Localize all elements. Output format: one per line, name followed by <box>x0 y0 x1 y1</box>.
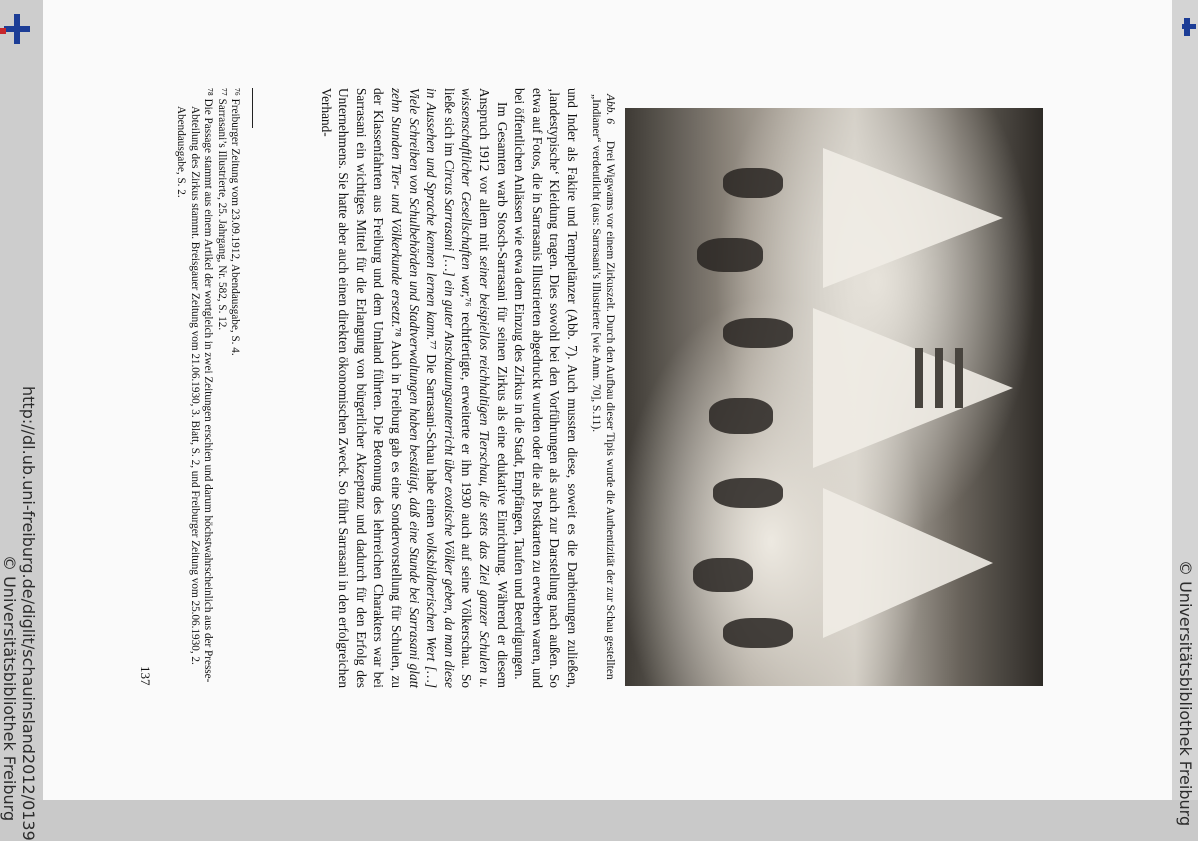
footnotes <box>174 88 241 688</box>
paragraph-2-part-c: ⁷⁷ Die Sarrasani-Schau habe einen <box>424 340 440 533</box>
rotated-page-content <box>138 88 1043 688</box>
historical-photo <box>625 108 1043 686</box>
figure-caption <box>589 94 617 686</box>
footnote-rule <box>252 88 253 128</box>
paragraph-2 <box>317 88 511 688</box>
footnote-76: ⁷⁶ Freiburger Zeitung vom 23.09.1912, Abendausgabe, S. 4. <box>229 88 241 356</box>
side-copyright-left: © Universitätsbibliothek Freiburg <box>0 555 19 822</box>
caption-label: Abb. 6 <box>604 94 616 125</box>
paragraph-2-part-b: ⁷⁶ rechtfertigte, erweiterte er ihn 1930 auch auf seine Völkerschau. So ließe sich im <box>441 88 475 688</box>
paragraph-2-quote-3: volksbildnerischen Wert […] Viele Schreiben von Schulbehörden und Stadtverwaltungen haben bestätigt, daß eine Stunde bei Sarrasani glatt zehn Stunden Tier- und Völkerkunde ersetzt. <box>389 88 440 688</box>
paragraph-2-part-a: Im Gesamten warb Stosch-Sarrasani für seinen Zirkus als eine edukative Einrichtung. Während er diesem Anspruch 1912 vor allem mit <box>477 88 510 688</box>
footnote-78: ⁷⁸ Die Passage stammt aus einem Artikel der wortgleich in zwei Zeitungen erschien und darum höchstwahrscheinlich aus der Presse-Abteilung des Zirkus stammt. Breisgauer Zeitung vom 21.06.1930, 3. Blatt, S. 2, und Freiburger Zeitung vom 25.06.1930, 2. Abendausgabe, S. 2. <box>175 88 215 683</box>
caption-text: Drei Wigwams vor einem Zirkuszelt. Durch den Aufbau dieser Tipis wurde die Authentizität der zur Schau gestellten „Indianer“ verdeutlicht (aus: Sarrasani’s Illustrierte [wie Anm. 70], S.11). <box>590 94 616 680</box>
paragraph-2-quote-2: Circus Sarrasani […] ein guter Anschauungsunterricht über exotische Völker geben, da man diese in Aussehen und Sprache kennen lernen kann. <box>424 88 457 688</box>
paragraph-1: und Inder als Fakire und Tempeltänzer (Abb. 7). Auch mussten diese, soweit es die Darbietungen zuließen, ‚landestypische‘ Kleidung tragen. Dies sowohl bei den Vorführungen als auch zur Darstellung nach außen. So etwa auf Fotos, die in Sarrasanis Illustrierten abgedruckt wurden oder die als Postkarten zu erwerben waren, und bei öffentlichen Anlässen wie etwa dem Einzug des Zirkus in die Stadt, Empfängen, Taufen und Beerdigungen. <box>512 88 580 688</box>
library-logo-icon-right <box>1182 18 1198 40</box>
body-text <box>317 88 581 688</box>
footnote-77: ⁷⁷ Sarrasani’s Illustrierte, 25. Jahrgang, Nr. 582, S. 12. <box>215 88 228 331</box>
page-number: 137 <box>138 666 153 686</box>
side-url[interactable]: http://dl.ub.uni-freiburg.de/diglit/schauinsland2012/0139 <box>19 386 38 841</box>
side-copyright-right: © Universitätsbibliothek Freiburg <box>1176 560 1195 827</box>
paragraph-2-part-d: ⁷⁸ Auch in Freiburg gab es eine Sondervorstellung für Schulen, zu der Klassenfahrten aus Freiburg und dem Umland führten. Die Betonung des lehrreichen Charakters war bei Sarrasani ein wichtiges Mittel für die Erlangung von bürgerlicher Akzeptanz und dadurch für den Erfolg des Unternehmens. Sie hatte aber auch einen direkten ökonomischen Zweck. So führt Sarrasani in den erfolgreichen Verhand- <box>318 88 405 688</box>
library-logo-icon <box>0 14 34 48</box>
paragraph-2-quote-1: seiner beispiellos reichhaltigen Tierschau, die stets das Ziel ganzer Schulen u. wissenschaftlicher Gesellschaften war, <box>459 88 493 688</box>
